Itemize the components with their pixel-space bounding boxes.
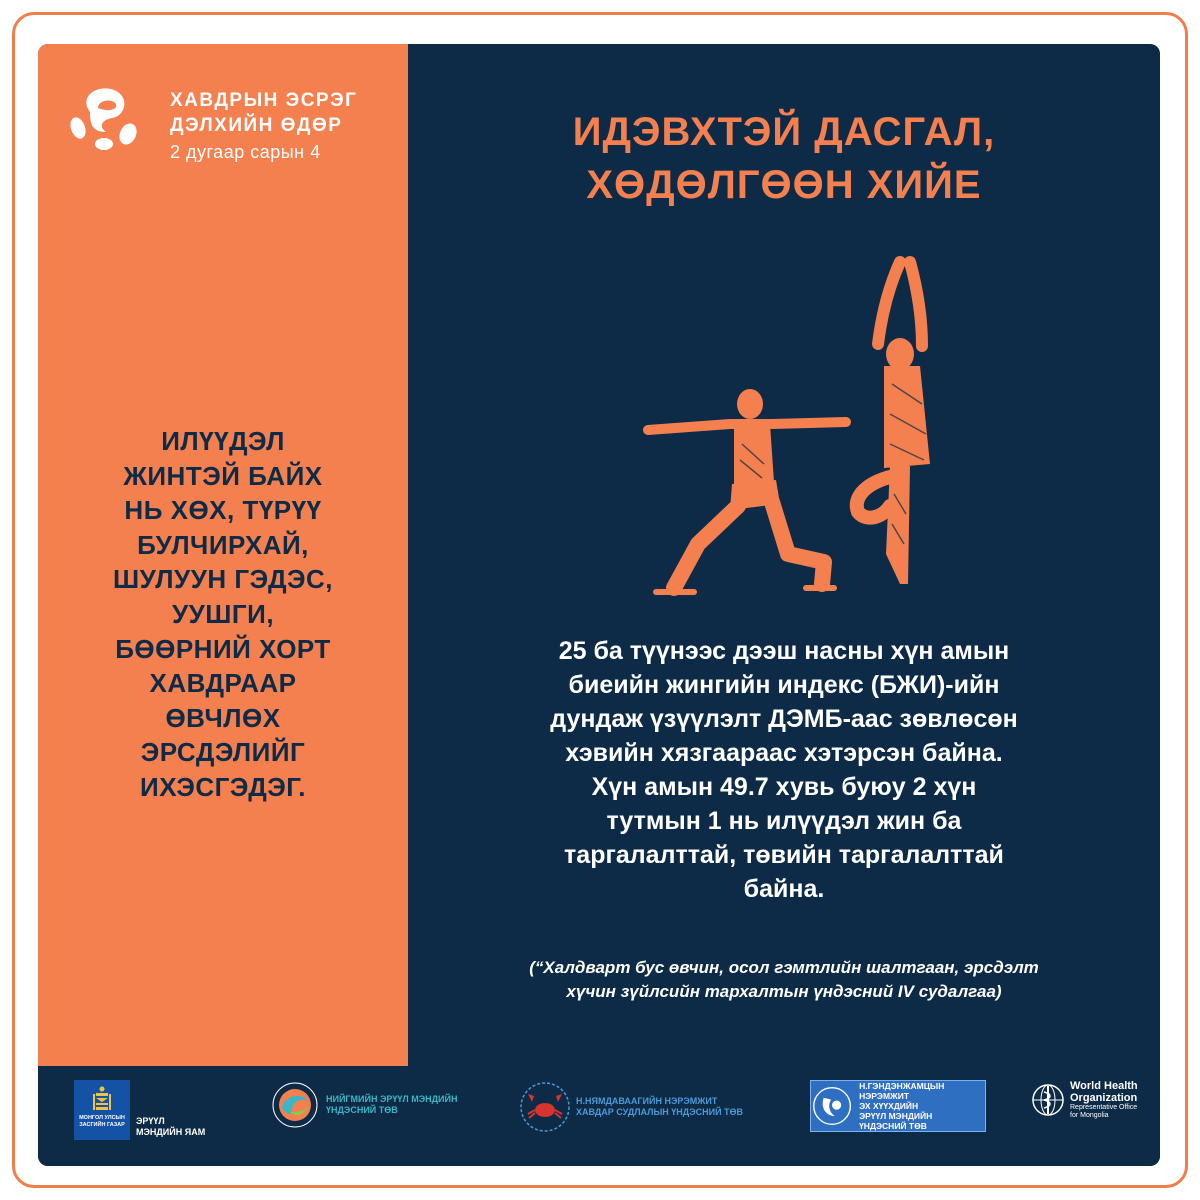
risk-statement — [58, 424, 388, 805]
who-name-line-1: World Health — [1070, 1080, 1138, 1092]
public-health-name-line-1: НИЙГМИЙН ЭРҮҮЛ МЭНДИЙН — [326, 1094, 458, 1104]
body-text-line: байна. — [743, 875, 825, 903]
maternal-child-name-line-1: Н.ГЭНДЭНЖАМЦЫН НЭРЭМЖИТ — [859, 1081, 945, 1101]
event-title — [170, 88, 357, 138]
maternal-child-name-line-4: ҮНДЭСНИЙ ТӨВ — [859, 1121, 927, 1131]
cancer-center-name-line-1: Н.НЯМДАВААГИЙН НЭРЭМЖИТ — [576, 1096, 718, 1106]
who-logo — [1030, 1080, 1138, 1120]
cancer-day-logo-icon — [68, 82, 148, 152]
ministry-name-line-2: МЭНДИЙН ЯАМ — [136, 1127, 206, 1137]
body-text-line: дундаж үзүүлэлт ДЭМБ-аас зөвлөсөн — [550, 705, 1018, 733]
risk-statement-line: ӨВЧЛӨХ — [165, 702, 281, 733]
event-date: 2 дугаар сарын 4 — [170, 142, 321, 162]
risk-statement-line: БУЛЧИРХАЙ, — [137, 529, 309, 560]
who-name — [1070, 1080, 1138, 1120]
public-health-center-logo — [270, 1080, 457, 1130]
public-health-emblem-icon — [270, 1080, 320, 1130]
body-text — [438, 634, 1130, 906]
ministry-name-line-1: ЭРҮҮЛ — [136, 1116, 165, 1126]
risk-statement-line: НЬ ХӨХ, ТҮРҮҮ — [124, 495, 322, 526]
maternal-child-center-logo — [810, 1080, 986, 1132]
risk-statement-line: УУШГИ, — [171, 598, 275, 629]
citation-line-2: хүчин зүйлсийн тархалтын үндэсний IV судалгаа) — [566, 982, 1002, 1001]
risk-statement-line: ЭРСДЭЛИЙГ — [140, 737, 306, 768]
poster-card — [38, 44, 1160, 1166]
risk-statement-line: ХАВДРААР — [149, 668, 297, 699]
maternal-child-name-line-2: ЭХ ХҮҮХДИЙН — [859, 1101, 919, 1111]
headline — [408, 106, 1160, 212]
cancer-center-logo — [518, 1080, 743, 1134]
who-sub-line-1: Representative Office — [1070, 1104, 1138, 1111]
seal-text-line-2: ЗАСГИЙН ГАЗАР — [79, 1121, 125, 1128]
risk-statement-line: ИЛҮҮДЭЛ — [161, 426, 285, 456]
cancer-center-name-line-2: ХАВДАР СУДЛАЛЫН ҮНДЭСНИЙ ТӨВ — [576, 1107, 744, 1117]
left-panel — [38, 44, 408, 1066]
public-health-name-line-2: ҮНДЭСНИЙ ТӨВ — [326, 1105, 398, 1115]
risk-statement-line: БӨӨРНИЙ ХОРТ — [115, 633, 331, 664]
risk-statement-line: ИХЭСГЭДЭГ. — [140, 771, 306, 802]
cancer-center-name — [576, 1096, 743, 1118]
headline-line-1: ИДЭВХТЭЙ ДАСГАЛ, — [572, 110, 996, 154]
risk-statement-line: ЖИНТЭЙ БАЙХ — [123, 460, 323, 491]
ministry-of-health-logo — [74, 1080, 205, 1140]
body-text-line: Хүн амын 49.7 хувь буюу 2 хүн — [591, 773, 977, 801]
seal-text-line-1: МОНГОЛ УЛСЫН — [79, 1115, 125, 1121]
who-emblem-icon — [1030, 1082, 1066, 1118]
maternal-child-name — [859, 1081, 985, 1131]
headline-line-2: ХӨДӨЛГӨӨН ХИЙЕ — [586, 163, 982, 207]
citation — [438, 956, 1130, 1004]
yoga-figures-icon — [638, 254, 938, 604]
body-text-line: 25 ба түүнээс дээш насны хүн амын — [558, 637, 1010, 665]
crab-emblem-icon — [518, 1080, 572, 1134]
government-seal — [74, 1080, 130, 1140]
public-health-center-name — [326, 1094, 457, 1116]
body-text-line: тутмын 1 нь илүүдэл жин ба — [606, 807, 962, 835]
body-text-line: таргалалттай, төвийн таргалалттай — [564, 841, 1004, 869]
maternal-child-name-line-3: ЭРҮҮЛ МЭНДИЙН — [859, 1111, 933, 1121]
ministry-name — [136, 1116, 205, 1138]
soyombo-icon — [91, 1086, 113, 1112]
event-title-line-1: ХАВДРЫН ЭСРЭГ — [170, 90, 358, 111]
body-text-line: биеийн жингийн индекс (БЖИ)-ийн — [568, 671, 1000, 699]
event-title-line-2: ДЭЛХИЙН ӨДӨР — [170, 115, 343, 136]
mother-child-icon — [811, 1083, 853, 1129]
who-sub-line-2: for Mongolia — [1070, 1112, 1109, 1119]
seal-text — [79, 1115, 125, 1128]
who-name-line-2: Organization — [1070, 1092, 1138, 1104]
right-panel — [408, 44, 1160, 1066]
risk-statement-line: ШУЛУУН ГЭДЭС, — [112, 564, 333, 595]
maternal-child-badge — [810, 1080, 986, 1132]
citation-line-1: (“Халдварт бус өвчин, осол гэмтлийн шалтгаан, эрсдэлт — [529, 958, 1039, 977]
body-text-line: хэвийн хязгаараас хэтэрсэн байна. — [565, 739, 1003, 767]
